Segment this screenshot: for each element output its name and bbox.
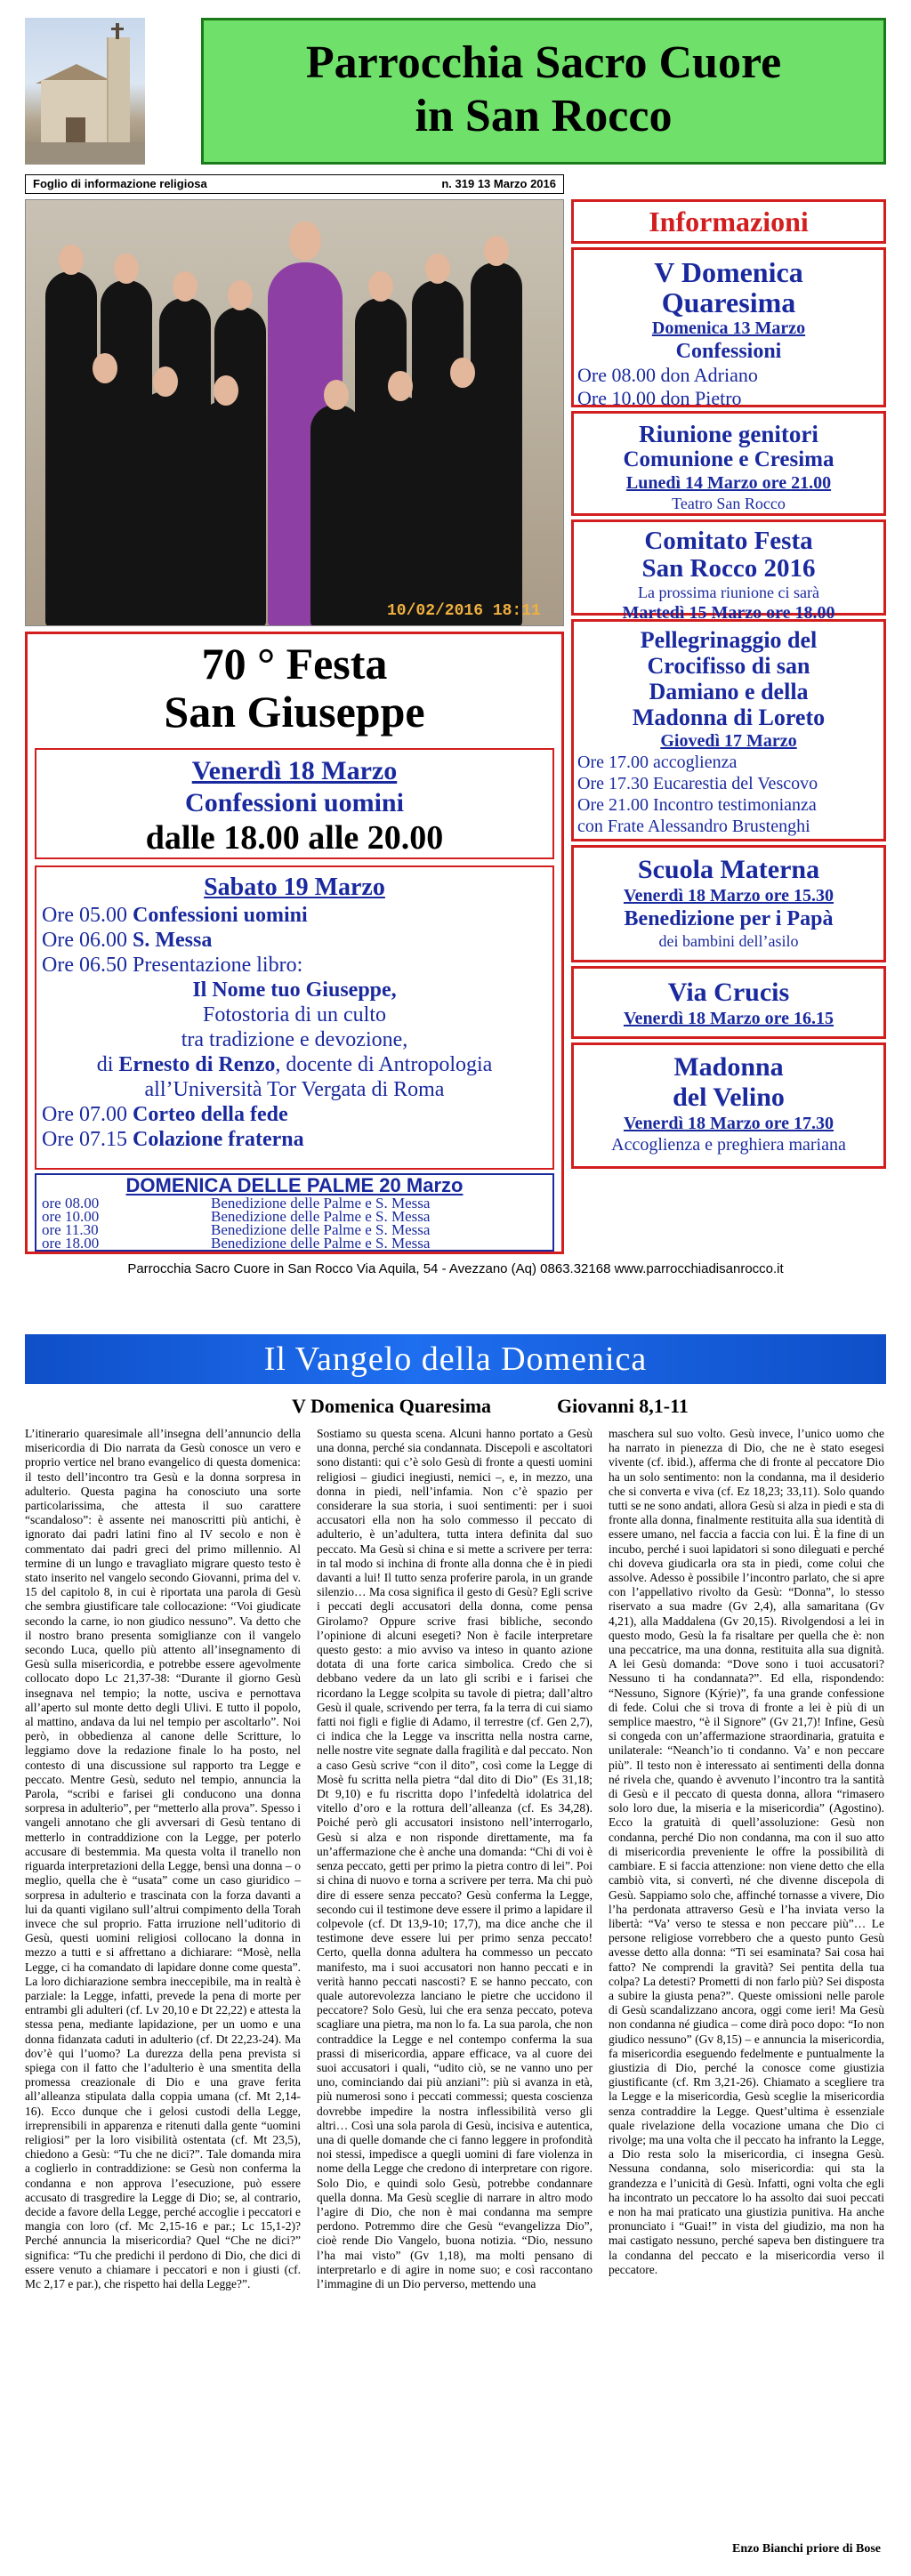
palme-time: ore 18.00	[42, 1235, 100, 1252]
photo-person	[200, 400, 252, 626]
domenica-sub: Confessioni	[675, 340, 782, 363]
domenica-title-line2: Quaresima	[661, 286, 796, 318]
info-heading: Informazioni	[649, 205, 809, 237]
riunione-box	[571, 411, 886, 516]
pellegrinaggio-title-line1: Pellegrinaggio del	[640, 627, 818, 653]
issue-number: n. 319 13 Marzo 2016	[441, 177, 556, 190]
ground	[25, 142, 145, 165]
viacrucis-date: Venerdì 18 Marzo ore 16.15	[623, 1009, 834, 1028]
photo-face	[289, 221, 321, 261]
gospel-title: Il Vangelo della Domenica	[263, 1340, 648, 1378]
photo-person	[437, 382, 488, 626]
madonna-date: Venerdì 18 Marzo ore 17.30	[623, 1114, 834, 1133]
madonna-note: Accoglienza e preghiera mariana	[611, 1135, 846, 1155]
festa-title	[28, 640, 561, 736]
church-photo	[25, 18, 145, 165]
scuola-sub: Benedizione per i Papà	[624, 907, 834, 930]
book-line2: Fotostoria di un culto	[203, 1003, 386, 1026]
sabato-line	[36, 1102, 552, 1127]
photo-face	[214, 375, 238, 406]
pellegrinaggio-line: Ore 21.00 Incontro testimonianza	[577, 795, 817, 815]
church-tower	[107, 37, 130, 144]
gospel-text: Sostiamo su questa scena. Alcuni hanno portato a Gesù una donna, perché sia condannata. Discepoli e ascoltatori sono distanti: qui c’è solo Gesù di fronte a questi uomini religiosi – giudici inegiusti, nemici –, e, in mezzo, una donna in piedi, nell’infamia. Non c’è spazio per considerare la sua storia, i suoi sentimenti: per i suoi accusatori ella non ha solo commesso il peccato di adulterio, è un’adultera, tutta intera definita dal suo peccato. Ma Gesù si china e si mette a scrivere per terra: in tal modo si inchina di fronte alla donna che è in piedi davanti a lui! Il tutto senza proferire parola, in un grande silenzio… Ma cosa significa il gesto di Gesù? Egli scrive i peccati degli accusatori della donna, come pensa Girolamo? Oppure scrive frasi bibliche, secondo l’opinione di alcuni esegeti? Non è facile interpretare questo gesto: a mio avviso va inteso in quanto azione dotata di una forte carica simbolica. Credo che si debbano vedere da un lato gli scribi e i farisei che ricordano la Legge scolpita su tavole di pietra; dall’altro Gesù il quale, scrivendo per terra, fa la terra di cui siamo fatti noi figli e figlie di Adamo, il terrestre (cf. Gen 2,7), ci indica che la Legge va inscritta nella nostra carne, nelle nostre vite segnate dalla fragilità e dal peccato. Non a caso Gesù scrive “con il dito”, così come la Legge di Mosè fu scritta nella pietra “dal dito di Dio” (Es 31,18; Dt 9,10) e fu riscritta dopo l’infedeltà idolatrica del vitello d’oro e la rottura dell’alleanza (cf. Es 34,28). Poiché però gli accusatori insistono nell’interrogarlo, Gesù si alza e non risponde direttamente, ma fa un’affermazione che è anche una domanda: “Chi di voi è senza peccato, getti per primo la pietra contro di lei”. Poi si china di nuovo e torna a scrivere per terra. Ma chi può dire di essere senza peccato? Gesù conferma la Legge, secondo cui il testimone deve essere il primo a lapidare il colpevole (cf. Dt 13,9-10; 17,7), ma dice anche che il testimone deve essere lui per primo senza peccato! Certo, quella donna adultera ha commesso un peccato manifesto, ma i suoi accusatori non hanno peccati e in verità hanno peccati nascosti? E se hanno peccato, con quale autorevolezza lanciano le pietre che uccidono il peccatore? Solo Gesù, lui che era senza peccato, poteva scagliare una pietra, ma non lo fa. La sua parola, che non contraddice la Legge e nel contempo conferma la sua prassi di misericordia, appare efficace, va al cuore dei suoi accusatori i quali, “udito ciò, se ne vanno uno per uno, cominciando dai più anziani”: più si avanza in età, più numerosi sono i peccati commessi; questa coscienza dovrebbe impedire la nostra inflessibilità verso gli altri… Così una sola parola di Gesù, incisiva e autentica, una di quelle domande che ci fanno leggere in profondità noi stessi, impedisce a quegli uomini di fare violenza in nome della Legge che credono di interpretare con rigore. Solo Dio, e quindi solo Gesù, potrebbe condannare quella donna. Ma Gesù sceglie di narrare in altro modo l’agire di Dio, che non è mai condanna ma sempre perdono. Potremmo dire che Gesù “evangelizza Dio”, cioè rende Dio Vangelo, buona notizia. “Dio, nessuno l’ha mai visto” (Gv 1,18), ma molti pensano di interpretarlo e di agire in nome suo; e così raccontano l’immagine di un Dio perverso, mettendo una	[317, 1427, 593, 2290]
pellegrinaggio-box	[571, 619, 886, 841]
pellegrinaggio-title-line4: Madonna di Loreto	[632, 704, 826, 730]
sabato-time: Ore 07.15	[42, 1128, 127, 1151]
palme-desc: Benedizione delle Palme e S. Messa	[211, 1208, 431, 1225]
riunione-place: Teatro San Rocco	[672, 495, 786, 512]
photo-face	[114, 254, 139, 284]
book-line4-post: , docente di Antropologia	[275, 1053, 493, 1076]
comitato-box	[571, 519, 886, 623]
sabato-text: S. Messa	[132, 929, 213, 952]
scuola-date: Venerdì 18 Marzo ore 15.30	[623, 886, 834, 906]
sabato-line	[36, 928, 552, 953]
scuola-note: dei bambini dell’asilo	[658, 932, 799, 950]
gospel-column-2	[317, 1427, 593, 2291]
festa-title-line2: San Giuseppe	[164, 687, 425, 737]
sabato-line	[36, 953, 552, 978]
madonna-title-line1: Madonna	[673, 1052, 784, 1082]
sabato-heading: Sabato 19 Marzo	[204, 873, 385, 901]
photo-face	[388, 371, 413, 401]
riunione-title-line2: Comunione e Cresima	[623, 447, 834, 471]
palme-desc: Benedizione delle Palme e S. Messa	[211, 1235, 431, 1252]
photo-face	[368, 271, 393, 302]
photo-person	[140, 391, 191, 626]
masthead-line2: in San Rocco	[415, 91, 673, 141]
domenica-line: Ore 10.00 don Pietro	[577, 387, 742, 409]
domenica-box	[571, 247, 886, 407]
gospel-text: maschera sul suo volto. Gesù invece, l’unico uomo che ha narrato in pienezza di Dio, che ne è stato esegesi vivente (cf. ibid.), afferma che di fronte al peccatore Dio ha un solo sentimento: non la condanna, ma il desiderio che si converta e viva (cf. Ez 18,23; 33,11). Solo quando tutti se ne sono andati, allora Gesù si alza in piedi e sta di fronte alla donna, finalmente restituita alla sua identità di essere umano, nel faccia a faccia con lui. È la fine di un incubo, perché i suoi lapidatori si sono dileguati e perché chi doveva giudicarla ora sta in piedi, come colui che assolve. Adesso è possibile l’incontro parlato, che si apre con l’appellativo rivolto da Gesù: “Donna”, lo stesso riservato a sua madre (Gv 2,4), alla samaritana (Gv 4,21), alla Maddalena (Gv 20,15). Rivolgendosi a lei in questo modo, Gesù la fa risaltare per quella che è: non una peccatrice, ma una donna, restituita alla sua dignità. A lei Gesù domanda: “Dove sono i tuoi accusatori? Nessuno ti ha condannata?”. Ed ella, rispondendo: “Nessuno, Signore (Kýrie)”, fa una grande confessione di fede. Colui che si trova di fronte a lei è più di un semplice maestro, “è il Signore” (Gv 21,7)! Infine, Gesù si congeda con un’affermazione straordinaria, gratuita e unilaterale: “Neanch’io ti condanno. Va’ e non peccare più”. Il testo non è interessato ai sentimenti della donna né rivela che, quando è avvenuto l’incontro tra la santità di Gesù e il peccato di questa donna, allora “rimasero solo loro due, la miseria e la misericordia” (Agostino). Ecco la gratuità di quell’assoluzione: Gesù non condanna, perché Dio non condanna, ma con il suo atto di misericordia preveniente le offre la possibilità di cambiare. E si faccia attenzione: non viene detto che ella cambiò vita, si convertì, né che divenne discepola di Gesù. Sappiamo solo che, affinché tornasse a vivere, Dio l’ha perdonata attraverso Gesù e l’ha inviata verso la libertà: “Va’ verso te stessa e non peccare più”… Le persone religiose vorrebbero che a questo punto Gesù avesse detto alla donna: “Ti sei esaminata? Sai cosa hai fatto? Ne comprendi la gravità? Sei pentita della tua colpa? La detesti? Prometti di non farlo più? Sei disposta a subire la giusta pena?”. Queste omissioni nelle parole di Gesù scandalizzano ancora, oggi come ieri! Ma Gesù non condanna né giudica – come dirà poco dopo: “Io non giudico nessuno” (Gv 8,15) – e annuncia la misericordia, fa misericordia eseguendo fedelmente e puntualmente la giustizia di Dio, perché la conosce come giustizia giustificante (cf. Rm 3,21-26). Chiamato a scegliere tra la Legge e la misericordia, Gesù sceglie la misericordia senza contraddire la Legge. Quest’ultima è essenziale quale rivelazione della vocazione umana che Dio ci rivolge; ma una volta che il peccato ha infranto la Legge, a Dio resta solo la misericordia, ci insegna Gesù. Nessuna condanna, solo misericordia: qui sta la grandezza e l’unicità di Gesù. Infatti, ogni volta che egli ha incontrato un peccatore lo ha assolto dai suoi peccati e non ha mai praticato una giustizia punitiva. Ha anche pronunciato i “Guai!” in vista del giudizio, ma non ha mai castigato nessuno, perché sapeva ben distinguere tra la condanna del peccato e la misericordia verso il peccatore.	[609, 1427, 884, 2276]
cross-icon	[116, 23, 119, 39]
photo-face	[484, 236, 509, 266]
gospel-banner	[25, 1334, 886, 1384]
comitato-date: Martedì 15 Marzo ore 18.00	[622, 603, 835, 623]
info-heading-box	[571, 199, 886, 244]
book-author: Ernesto di Renzo	[118, 1053, 276, 1076]
sabato-text: Presentazione libro:	[132, 954, 303, 977]
comitato-title-line2: San Rocco 2016	[641, 554, 816, 583]
venerdi-box	[35, 748, 554, 859]
riunione-date: Lunedì 14 Marzo ore 21.00	[625, 473, 832, 493]
venerdi-subheading: Confessioni uomini	[185, 788, 404, 817]
pellegrinaggio-line: con Frate Alessandro Brustenghi	[577, 817, 810, 836]
info-bar	[25, 174, 564, 194]
palme-desc: Benedizione delle Palme e S. Messa	[211, 1195, 431, 1212]
sabato-text: Colazione fraterna	[132, 1128, 304, 1151]
palme-row	[36, 1236, 552, 1250]
photo-face	[228, 280, 253, 310]
photo-person	[375, 396, 426, 626]
book-line4	[36, 1052, 552, 1077]
comitato-note: La prossima riunione ci sarà	[638, 584, 819, 601]
madonna-title-line2: del Velino	[673, 1083, 785, 1112]
venerdi-heading: Venerdì 18 Marzo	[191, 756, 398, 785]
gospel-text: L’itinerario quaresimale all’insegna dell’annuncio della misericordia di Dio narrata da Gesù conosce un vero e proprio vertice nel brano evangelico di questa domenica: il testo dell’incontro tra Gesù e la donna sorpresa in adulterio. Questa pagina ha conosciuto una sorte particolarissima, che attesta il suo carattere “scandaloso”: è assente nei manoscritti più antichi, è ignorato dai padri latini fino al IV secolo e non è commentato dai padri greci del primo millennio. Al termine di un lungo e travagliato migrare questo testo è stato inserito nel vangelo secondo Giovanni, prima del v. 15 del capitolo 8, in cui è riportata una parola di Gesù che sembra giustificare tale collocazione: “Voi giudicate secondo la carne, io non giudico nessuno”. Va detto che il nostro brano presenta somiglianze con il vangelo secondo Luca, quello più attento all’insegnamento di Gesù sulla misericordia, e potrebbe essere agevolmente collocato dopo Lc 21,37-38: “Durante il giorno Gesù insegnava nel tempio; la notte, usciva e pernottava all’aperto sul monte detto degli Ulivi. E tutto il popolo, al mattino, andava da lui nel tempio per ascoltarlo”. Noi però, in obbedienza al canone delle Scritture, lo leggiamo dove la redazione finale lo ha posto, nel contesto di una discussione sul rapporto tra Legge e peccato. Mentre Gesù, seduto nel tempio, annuncia la Parola, “scribi e farisei gli conducono una donna sorpresa in adulterio”, per “metterlo alla prova”. Spesso i vangeli annotano che gli avversari di Gesù tentano di metterlo in contraddizione con la Legge, per poterlo accusare di bestemmia. Ma questa volta il tranello non riguarda interpretazioni della Legge, bensì una donna – o meglio, quella che è “usata” come un caso giuridico – sorpresa in adulterio e trascinata con la forza davanti a lui da quanti vigilano sull’altrui compimento della Torah invece che sul proprio. Fatta irruzione nell’uditorio di Gesù, questi uomini religiosi collocano la donna in mezzo a tutti e si affrettano a dichiarare: “Mosè, nella Legge, ci ha comandato di lapidare donne come questa”. La loro dichiarazione sembra ineccepibile, ma in realtà è parziale: la Legge, infatti, prevede la pena di morte per entrambi gli adulteri (cf. Lv 20,10 e Dt 22,22) e attesta la stessa pena, mediante lapidazione, per un uomo e una donna fidanzata caduti in adulterio (cf. Dt 22,23-24). Ma dov’è qui l’uomo? La durezza della pena prevista si spiega con il fatto che l’adulterio è una smentita della promessa creazionale di Dio e una grave ferita all’alleanza stipulata dalla coppia umana (cf. Mt 2,14-16). Ecco dunque che i gelosi custodi della Legge, irreprensibili in apparenza e ritenuti dalla gente “uomini religiosi” per la loro visibilità ostentata (cf. Mt 23,5), chiedono a Gesù: “Tu che ne dici?”. Tale domanda mira a coglierlo in contraddizione: se Gesù non conferma la condanna e non approva l’esecuzione, può essere accusato di trasgredire la Legge di Dio; se, al contrario, decide a favore della Legge, perché accoglie i peccatori e mangia con loro (cf. Mc 2,15-16 e par.; Lc 15,1-2)? Perché annuncia la misericordia? Quel “Che ne dici?” significa: “Tu che predichi il perdono di Dio, che dici di essere venuto a chiamare i peccatori e non i giusti (cf. Mc 2,17 e par.), che rispetto hai della Legge?”.	[25, 1427, 301, 2290]
photo-timestamp: 10/02/2016 18:11	[387, 602, 541, 620]
footer-address: Parrocchia Sacro Cuore in San Rocco Via Aquila, 54 - Avezzano (Aq) 0863.32168 www.parrocchiadisanrocco.it	[127, 1261, 784, 1276]
viacrucis-title: Via Crucis	[667, 978, 790, 1007]
gospel-column-1	[25, 1427, 301, 2291]
gospel-column-3	[609, 1427, 884, 2277]
photo-face	[173, 271, 198, 302]
palme-time: ore 08.00	[42, 1195, 100, 1212]
pellegrinaggio-line: Ore 17.00 accoglienza	[577, 753, 738, 772]
sabato-line	[36, 903, 552, 928]
domenica-title-line1: V Domenica	[654, 256, 803, 288]
book-line5: all’Università Tor Vergata di Roma	[144, 1078, 445, 1101]
scuola-title: Scuola Materna	[637, 855, 820, 884]
pellegrinaggio-line: Ore 17.30 Eucarestia del Vescovo	[577, 774, 818, 793]
sabato-line	[36, 1127, 552, 1152]
church-door	[66, 117, 85, 142]
palme-time: ore 11.30	[42, 1221, 99, 1238]
domenica-date: Domenica 13 Marzo	[651, 318, 806, 338]
venerdi-hours: dalle 18.00 alle 20.00	[145, 819, 444, 857]
front-page	[25, 18, 886, 1276]
info-column	[571, 199, 886, 1254]
book-title: Il Nome tuo Giuseppe,	[192, 978, 397, 1002]
riunione-title-line1: Riunione genitori	[639, 421, 818, 447]
sabato-time: Ore 05.00	[42, 904, 127, 927]
palme-time: ore 10.00	[42, 1208, 100, 1225]
sabato-text: Confessioni uomini	[132, 904, 308, 927]
sabato-text: Corteo della fede	[132, 1103, 288, 1126]
photo-face	[153, 366, 178, 397]
photo-face	[93, 353, 117, 383]
pellegrinaggio-title-line3: Damiano e della	[649, 679, 809, 704]
book-line4-pre: di	[96, 1053, 119, 1076]
photo-face	[450, 358, 475, 388]
photo-face	[425, 254, 450, 284]
pellegrinaggio-date: Giovedì 17 Marzo	[660, 731, 797, 751]
palme-desc: Benedizione delle Palme e S. Messa	[211, 1221, 431, 1238]
gospel-page	[25, 1334, 886, 2562]
author-signature: Enzo Bianchi priore di Bose	[732, 2542, 881, 2556]
sabato-time: Ore 07.00	[42, 1103, 127, 1126]
photo-person	[310, 405, 362, 626]
sabato-box	[35, 865, 554, 1170]
photo-person	[79, 378, 131, 626]
viacrucis-box	[571, 966, 886, 1039]
gospel-sunday: V Domenica Quaresima	[292, 1395, 492, 1417]
masthead-line1: Parrocchia Sacro Cuore	[305, 37, 782, 88]
photo-face	[324, 380, 349, 410]
photo-face	[59, 245, 84, 275]
palme-heading: DOMENICA DELLE PALME 20 Marzo	[125, 1174, 464, 1196]
group-photo	[25, 199, 564, 626]
pellegrinaggio-title-line2: Crocifisso di san	[647, 653, 810, 679]
comitato-title-line1: Comitato Festa	[644, 527, 813, 555]
scuola-box	[571, 845, 886, 962]
madonna-box	[571, 1042, 886, 1169]
newsletter-subtitle: Foglio di informazione religiosa	[33, 177, 207, 190]
domenica-line: Ore 08.00 don Adriano	[577, 364, 758, 386]
festa-title-line1: 70 ° Festa	[201, 639, 388, 688]
sabato-time: Ore 06.00	[42, 929, 127, 952]
gospel-reference: Giovanni 8,1-11	[557, 1395, 689, 1417]
festa-section	[25, 632, 564, 1254]
book-line3: tra tradizione e devozione,	[181, 1028, 408, 1051]
sabato-time: Ore 06.50	[42, 954, 127, 977]
palme-box	[35, 1173, 554, 1252]
masthead	[201, 18, 886, 165]
